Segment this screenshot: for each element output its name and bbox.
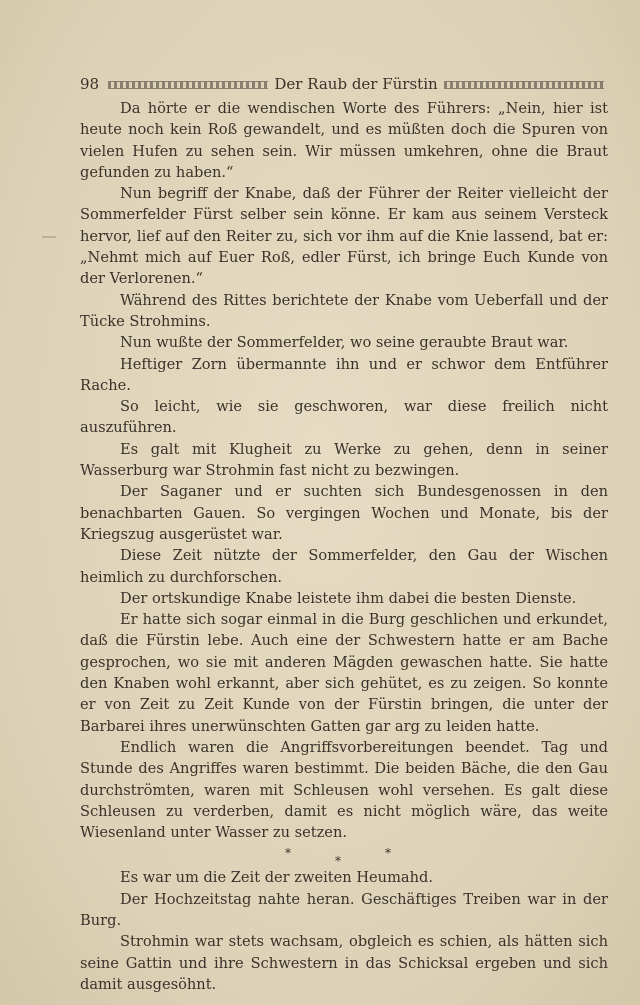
paragraph: So leicht, wie sie geschworen, war diese freilich nicht auszuführen. (80, 398, 608, 437)
header-ornament-right (444, 81, 604, 89)
paragraph: Da hörte er die wendischen Worte des Führers: „Nein, hier ist heute noch kein Roß gewandelt, und es müßten doch die Spuren von vielen Hufen zu sehen sein. Wir müssen umkehren, ohne die Braut gefunden zu haben.“ (80, 100, 608, 181)
header-ornament-left (108, 81, 268, 89)
paragraph: Strohmin war stets wachsam, obgleich es schien, als hätten sich seine Gattin und ihre Schwestern in das Schicksal ergeben und sich damit ausgesöhnt. (80, 933, 608, 993)
paragraph: Es galt mit Klugheit zu Werke zu gehen, denn in seiner Wasserburg war Strohmin fast nicht zu bezwingen. (80, 440, 608, 480)
paragraph: Nun begriff der Knabe, daß der Führer der Reiter vielleicht der Sommerfelder Fürst selber sein könne. Er kam aus seinem Versteck hervor, lief auf den Reiter zu, sich vor ihm auf die Knie lassend, bat er: „Nehmt mich auf Euer Roß, edler Fürst, ich bringe Euch Kunde von der Verlorenen.“ (80, 185, 608, 288)
page-number: 98 (80, 75, 100, 93)
running-title: Der Raub der Fürstin (274, 75, 438, 93)
section-separator (80, 845, 608, 869)
separator-star: * (385, 846, 391, 861)
paragraph: Er hatte sich sogar einmal in die Burg geschlichen und erkundet, daß die Fürstin lebe. Auch eine der Schwestern hatte er am Bache gesprochen, wo sie mit anderen Mägden gewaschen hatte. Sie hatte den Knaben wohl erkannt, aber sich gehütet, es zu zeigen. So konnte er von Zeit zu Zeit Kunde von der Fürstin bringen, die unter der Barbarei ihres unerwünschten Gatten gar arg zu leiden hatte. (80, 611, 608, 735)
paragraph: Heftiger Zorn übermannte ihn und er schwor dem Entführer Rache. (80, 355, 608, 394)
body-text (80, 98, 608, 995)
paragraph: Der Hochzeitstag nahte heran. Geschäftiges Treiben war in der Burg. (80, 890, 608, 929)
paragraph: Nun wußte der Sommerfelder, wo seine geraubte Braut war. (120, 334, 569, 352)
separator-star: * (285, 846, 291, 861)
paragraph: Diese Zeit nützte der Sommerfelder, den Gau der Wischen heimlich zu durchforschen. (80, 547, 608, 586)
paragraph: Der ortskundige Knabe leistete ihm dabei die besten Dienste. (120, 589, 577, 607)
paragraph: Der Saganer und er suchten sich Bundesgenossen in den benachbarten Gauen. So vergingen Wochen und Monate, bis der Kriegszug ausgerüstet war. (80, 483, 608, 543)
separator-star: * (335, 854, 341, 869)
page-header (80, 73, 610, 95)
paragraph: Es war um die Zeit der zweiten Heumahd. (120, 869, 433, 887)
pencil-mark (42, 236, 56, 238)
paragraph: Während des Rittes berichtete der Knabe vom Ueberfall und der Tücke Strohmins. (80, 291, 608, 330)
paragraph: Endlich waren die Angriffsvorbereitungen beendet. Tag und Stunde des Angriffes waren bestimmt. Die beiden Bäche, die den Gau durchströmten, waren mit Schleusen wohl versehen. Es galt diese Schleusen zu verderben, damit es nicht möglich wäre, das weite Wiesenland unter Wasser zu setzen. (80, 738, 608, 842)
